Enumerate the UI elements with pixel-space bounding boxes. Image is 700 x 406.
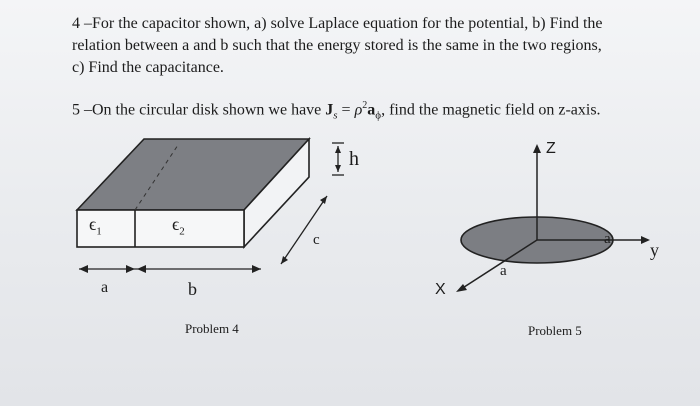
x-axis-label: X xyxy=(435,281,446,298)
equals-sign: = xyxy=(337,101,355,119)
a-arrow-right xyxy=(126,265,135,273)
rho-symbol: ρ xyxy=(354,101,363,119)
unit-vector-symbol: a xyxy=(367,101,376,119)
problem-4-caption: Problem 4 xyxy=(185,321,239,336)
epsilon-2-subscript: 2 xyxy=(179,225,185,238)
x-axis-arrow xyxy=(456,284,467,292)
epsilon-1-subscript: 1 xyxy=(96,225,102,238)
epsilon-1-label: $\epsilon_1$ xyxy=(89,214,102,238)
z-axis-arrow xyxy=(533,144,541,153)
b-dimension-label: b xyxy=(188,279,197,299)
problem-4-number: 4 – xyxy=(72,15,92,32)
rho-exponent: 2 xyxy=(362,100,368,111)
problem-4-statement-line-1: For the capacitor shown, a) solve Laplace equation for the potential, b) Find the xyxy=(92,15,603,32)
h-arrow-up xyxy=(335,146,341,153)
c-arrow-top xyxy=(320,196,327,204)
problem-4-line-3: c) Find the capacitance. xyxy=(72,59,224,76)
y-axis-arrow xyxy=(641,236,650,244)
b-arrow-left xyxy=(137,265,146,273)
problem-4-line-2: relation between a and b such that the energy stored is the same in the two regions, xyxy=(72,37,602,54)
a-dimension-label: a xyxy=(101,279,109,296)
c-label: c xyxy=(313,232,320,248)
disk-radius-label: a xyxy=(604,231,611,247)
current-density-subscript: s xyxy=(333,109,338,122)
unit-vector-subscript: ϕ xyxy=(375,109,382,122)
problem-5-number: 5 – xyxy=(72,101,92,119)
problem-5-caption: Problem 5 xyxy=(528,323,582,338)
c-dimension-line xyxy=(281,196,327,264)
epsilon-2-label: $\epsilon_2$ xyxy=(172,214,185,238)
capacitor-front-face xyxy=(77,210,244,247)
z-axis-label: Z xyxy=(546,140,556,157)
problem-5-statement-end: , find the magnetic field on z-axis. xyxy=(381,101,601,119)
a-arrow-left xyxy=(79,265,88,273)
problem-5-statement-start: On the circular disk shown we have xyxy=(92,101,326,119)
h-label: h xyxy=(349,148,359,170)
c-arrow-bottom xyxy=(281,256,288,264)
y-axis-label: y xyxy=(650,240,659,260)
disk-a-label: a xyxy=(500,263,507,279)
current-density-symbol: J xyxy=(325,101,334,119)
b-arrow-right xyxy=(252,265,261,273)
h-arrow-down xyxy=(335,165,341,172)
